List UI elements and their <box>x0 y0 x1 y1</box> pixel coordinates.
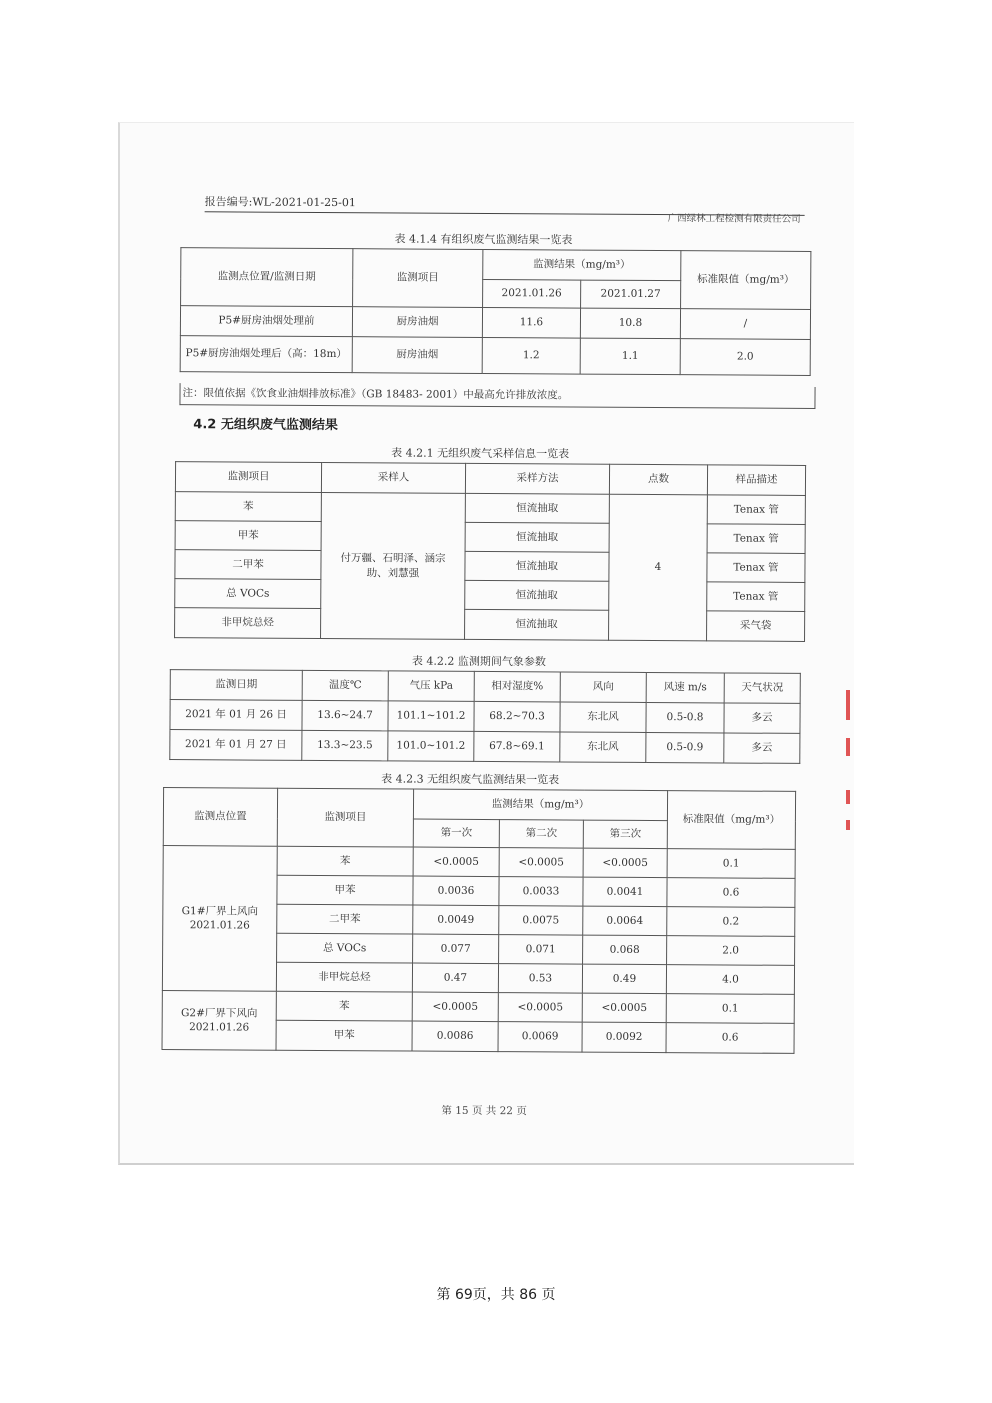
header-item: 监测项目 <box>277 788 413 847</box>
cell-item: 总 VOCs <box>175 579 321 609</box>
cell-wind-speed: 0.5-0.8 <box>646 702 724 732</box>
table-414-note: 注：限值依据《饮食业油烟排放标准》（GB 18483- 2001）中最高允许排放浓度。 <box>179 383 815 409</box>
table-423-caption: 表 4.2.3 无组织废气监测结果一览表 <box>381 772 560 787</box>
cell-method: 恒流抽取 <box>465 580 609 610</box>
header-second: 第二次 <box>499 820 583 849</box>
report-sheet <box>117 121 857 1165</box>
cell-value: 0.47 <box>412 963 498 993</box>
cell-value: 11.6 <box>482 307 580 338</box>
table-421 <box>174 461 806 642</box>
cell-value: <0.0005 <box>582 993 666 1023</box>
cell-limit: 0.1 <box>666 994 794 1024</box>
cell-desc: Tenax 管 <box>707 495 805 525</box>
cell-weather: 多云 <box>724 703 800 733</box>
cell-wind-direction: 东北风 <box>560 732 646 763</box>
header-limit: 标准限值（mg/m³） <box>681 251 811 310</box>
cell-temperature: 13.6~24.7 <box>302 700 388 731</box>
header-cell: 点数 <box>609 464 707 495</box>
header-cell: 监测项目 <box>175 462 321 493</box>
cell-item: 甲苯 <box>277 875 413 905</box>
cell-value: <0.0005 <box>413 847 499 877</box>
header-first: 第一次 <box>413 819 499 848</box>
header-cell: 风速 m/s <box>646 672 724 702</box>
stamp-edge-mark <box>846 690 850 720</box>
header-result: 监测结果（mg/m³） <box>413 789 667 821</box>
cell-item: 甲苯 <box>175 521 321 551</box>
cell-pressure: 101.1~101.2 <box>388 701 474 732</box>
table-414-caption: 表 4.1.4 有组织废气监测结果一览表 <box>394 232 573 247</box>
cell-sampler: 付万疆、石明泽、涵宗助、刘慧强 <box>321 492 466 639</box>
cell-desc: Tenax 管 <box>707 524 805 554</box>
table-row <box>175 608 805 642</box>
cell-limit: 0.6 <box>667 878 795 908</box>
cell-limit: 0.1 <box>667 849 795 879</box>
header-third: 第三次 <box>583 820 667 849</box>
cell-item: 非甲烷总烃 <box>175 608 321 639</box>
report-number: 报告编号:WL-2021-01-25-01 <box>205 193 805 216</box>
header-cell: 相对湿度% <box>474 671 560 702</box>
table-row <box>170 730 800 764</box>
cell-item: 总 VOCs <box>277 933 413 963</box>
cell-value: 0.49 <box>582 964 666 994</box>
cell-method: 恒流抽取 <box>465 609 609 640</box>
header-cell: 样品描述 <box>707 465 805 496</box>
cell-desc: Tenax 管 <box>707 582 805 612</box>
cell-humidity: 68.2~70.3 <box>474 701 560 732</box>
cell-limit: 0.2 <box>667 907 795 937</box>
cell-temperature: 13.3~23.5 <box>302 730 388 761</box>
inner-page-number: 第 15 页 共 22 页 <box>441 1104 527 1118</box>
header-cell: 天气状况 <box>724 673 800 703</box>
cell-wind-direction: 东北风 <box>560 702 646 733</box>
table-421-caption: 表 4.2.1 无组织废气采样信息一览表 <box>391 446 570 461</box>
cell-value: <0.0005 <box>498 993 582 1023</box>
cell-item: 非甲烷总烃 <box>276 962 412 992</box>
cell-value: 0.0069 <box>498 1022 582 1053</box>
table-row <box>175 579 805 612</box>
header-date-2: 2021.01.27 <box>581 280 681 309</box>
scanned-report-page <box>118 122 854 1165</box>
table-row <box>170 700 800 734</box>
table-422 <box>169 669 801 764</box>
cell-value: 0.071 <box>499 935 583 965</box>
cell-item: 厨房油烟 <box>352 307 482 338</box>
header-result: 监测结果（mg/m³） <box>483 249 681 280</box>
cell-limit: 2.0 <box>680 339 810 376</box>
page-number: 第 69页，共 86 页 <box>436 1287 556 1303</box>
table-414 <box>180 247 812 376</box>
cell-value: <0.0005 <box>583 848 667 878</box>
cell-item: 苯 <box>277 846 413 876</box>
cell-value: <0.0005 <box>412 992 498 1022</box>
cell-desc: 采气袋 <box>707 611 805 642</box>
cell-desc: Tenax 管 <box>707 553 805 583</box>
cell-method: 恒流抽取 <box>465 551 609 581</box>
header-limit: 标准限值（mg/m³） <box>667 791 795 850</box>
cell-item: 甲苯 <box>276 1020 412 1051</box>
cell-location: G2#厂界下风向 2021.01.26 <box>162 991 276 1051</box>
cell-location: P5#厨房油烟处理前 <box>180 306 352 337</box>
cell-item: 厨房油烟 <box>352 337 482 374</box>
cell-limit: 0.6 <box>666 1023 794 1054</box>
table-row <box>162 991 794 1024</box>
cell-value: 1.1 <box>580 338 680 375</box>
company-name: 广西绿林工程检测有限责任公司 <box>667 213 801 225</box>
header-cell: 气压 kPa <box>388 671 474 702</box>
cell-value: 10.8 <box>580 308 680 339</box>
cell-value: 1.2 <box>482 337 580 374</box>
header-location: 监测点位置/监测日期 <box>181 248 353 307</box>
cell-item: 二甲苯 <box>175 550 321 580</box>
cell-humidity: 67.8~69.1 <box>474 731 560 762</box>
cell-method: 恒流抽取 <box>465 522 609 552</box>
cell-item: 苯 <box>175 492 321 522</box>
table-row <box>180 306 810 340</box>
table-422-caption: 表 4.2.2 监测期间气象参数 <box>411 654 546 669</box>
cell-value: 0.0033 <box>499 877 583 907</box>
cell-location: P5#厨房油烟处理后（高：18m） <box>180 336 352 373</box>
cell-value: 0.53 <box>498 964 582 994</box>
header-item: 监测项目 <box>353 249 483 308</box>
cell-value: 0.0064 <box>583 906 667 936</box>
cell-pressure: 101.0~101.2 <box>388 731 474 762</box>
cell-method: 恒流抽取 <box>465 493 609 523</box>
cell-item: 苯 <box>276 991 412 1021</box>
cell-item: 二甲苯 <box>277 904 413 934</box>
header-cell: 采样人 <box>321 462 465 493</box>
header-date-1: 2021.01.26 <box>483 279 581 308</box>
cell-value: 0.077 <box>413 934 499 964</box>
table-row <box>163 846 795 879</box>
cell-value: <0.0005 <box>499 848 583 878</box>
cell-value: 0.0075 <box>499 906 583 936</box>
cell-date: 2021 年 01 月 26 日 <box>170 700 302 731</box>
table-423 <box>162 787 797 1054</box>
header-location: 监测点位置 <box>163 788 277 847</box>
header-cell: 风向 <box>560 672 646 703</box>
cell-points: 4 <box>609 494 708 641</box>
stamp-edge-mark <box>846 820 850 830</box>
cell-date: 2021 年 01 月 27 日 <box>170 730 302 761</box>
cell-value: 0.0092 <box>582 1022 666 1053</box>
cell-value: 0.0086 <box>412 1021 498 1052</box>
header-cell: 监测日期 <box>170 670 302 701</box>
cell-value: 0.0036 <box>413 876 499 906</box>
cell-wind-speed: 0.5-0.9 <box>646 732 724 762</box>
cell-limit: 2.0 <box>667 936 795 966</box>
table-row <box>175 550 805 583</box>
section-heading: 4.2 无组织废气监测结果 <box>193 417 338 434</box>
cell-value: 0.068 <box>583 935 667 965</box>
table-row <box>175 521 805 554</box>
stamp-edge-mark <box>846 790 850 804</box>
table-row <box>180 336 810 376</box>
cell-location: G1#厂界上风向 2021.01.26 <box>162 846 277 992</box>
cell-weather: 多云 <box>724 733 800 763</box>
cell-value: 0.0049 <box>413 905 499 935</box>
cell-limit: / <box>680 309 810 340</box>
cell-limit: 4.0 <box>666 965 794 995</box>
header-cell: 采样方法 <box>465 463 609 494</box>
table-row <box>175 492 805 525</box>
cell-value: 0.0041 <box>583 877 667 907</box>
stamp-edge-mark <box>846 738 850 756</box>
header-cell: 温度℃ <box>302 670 388 701</box>
